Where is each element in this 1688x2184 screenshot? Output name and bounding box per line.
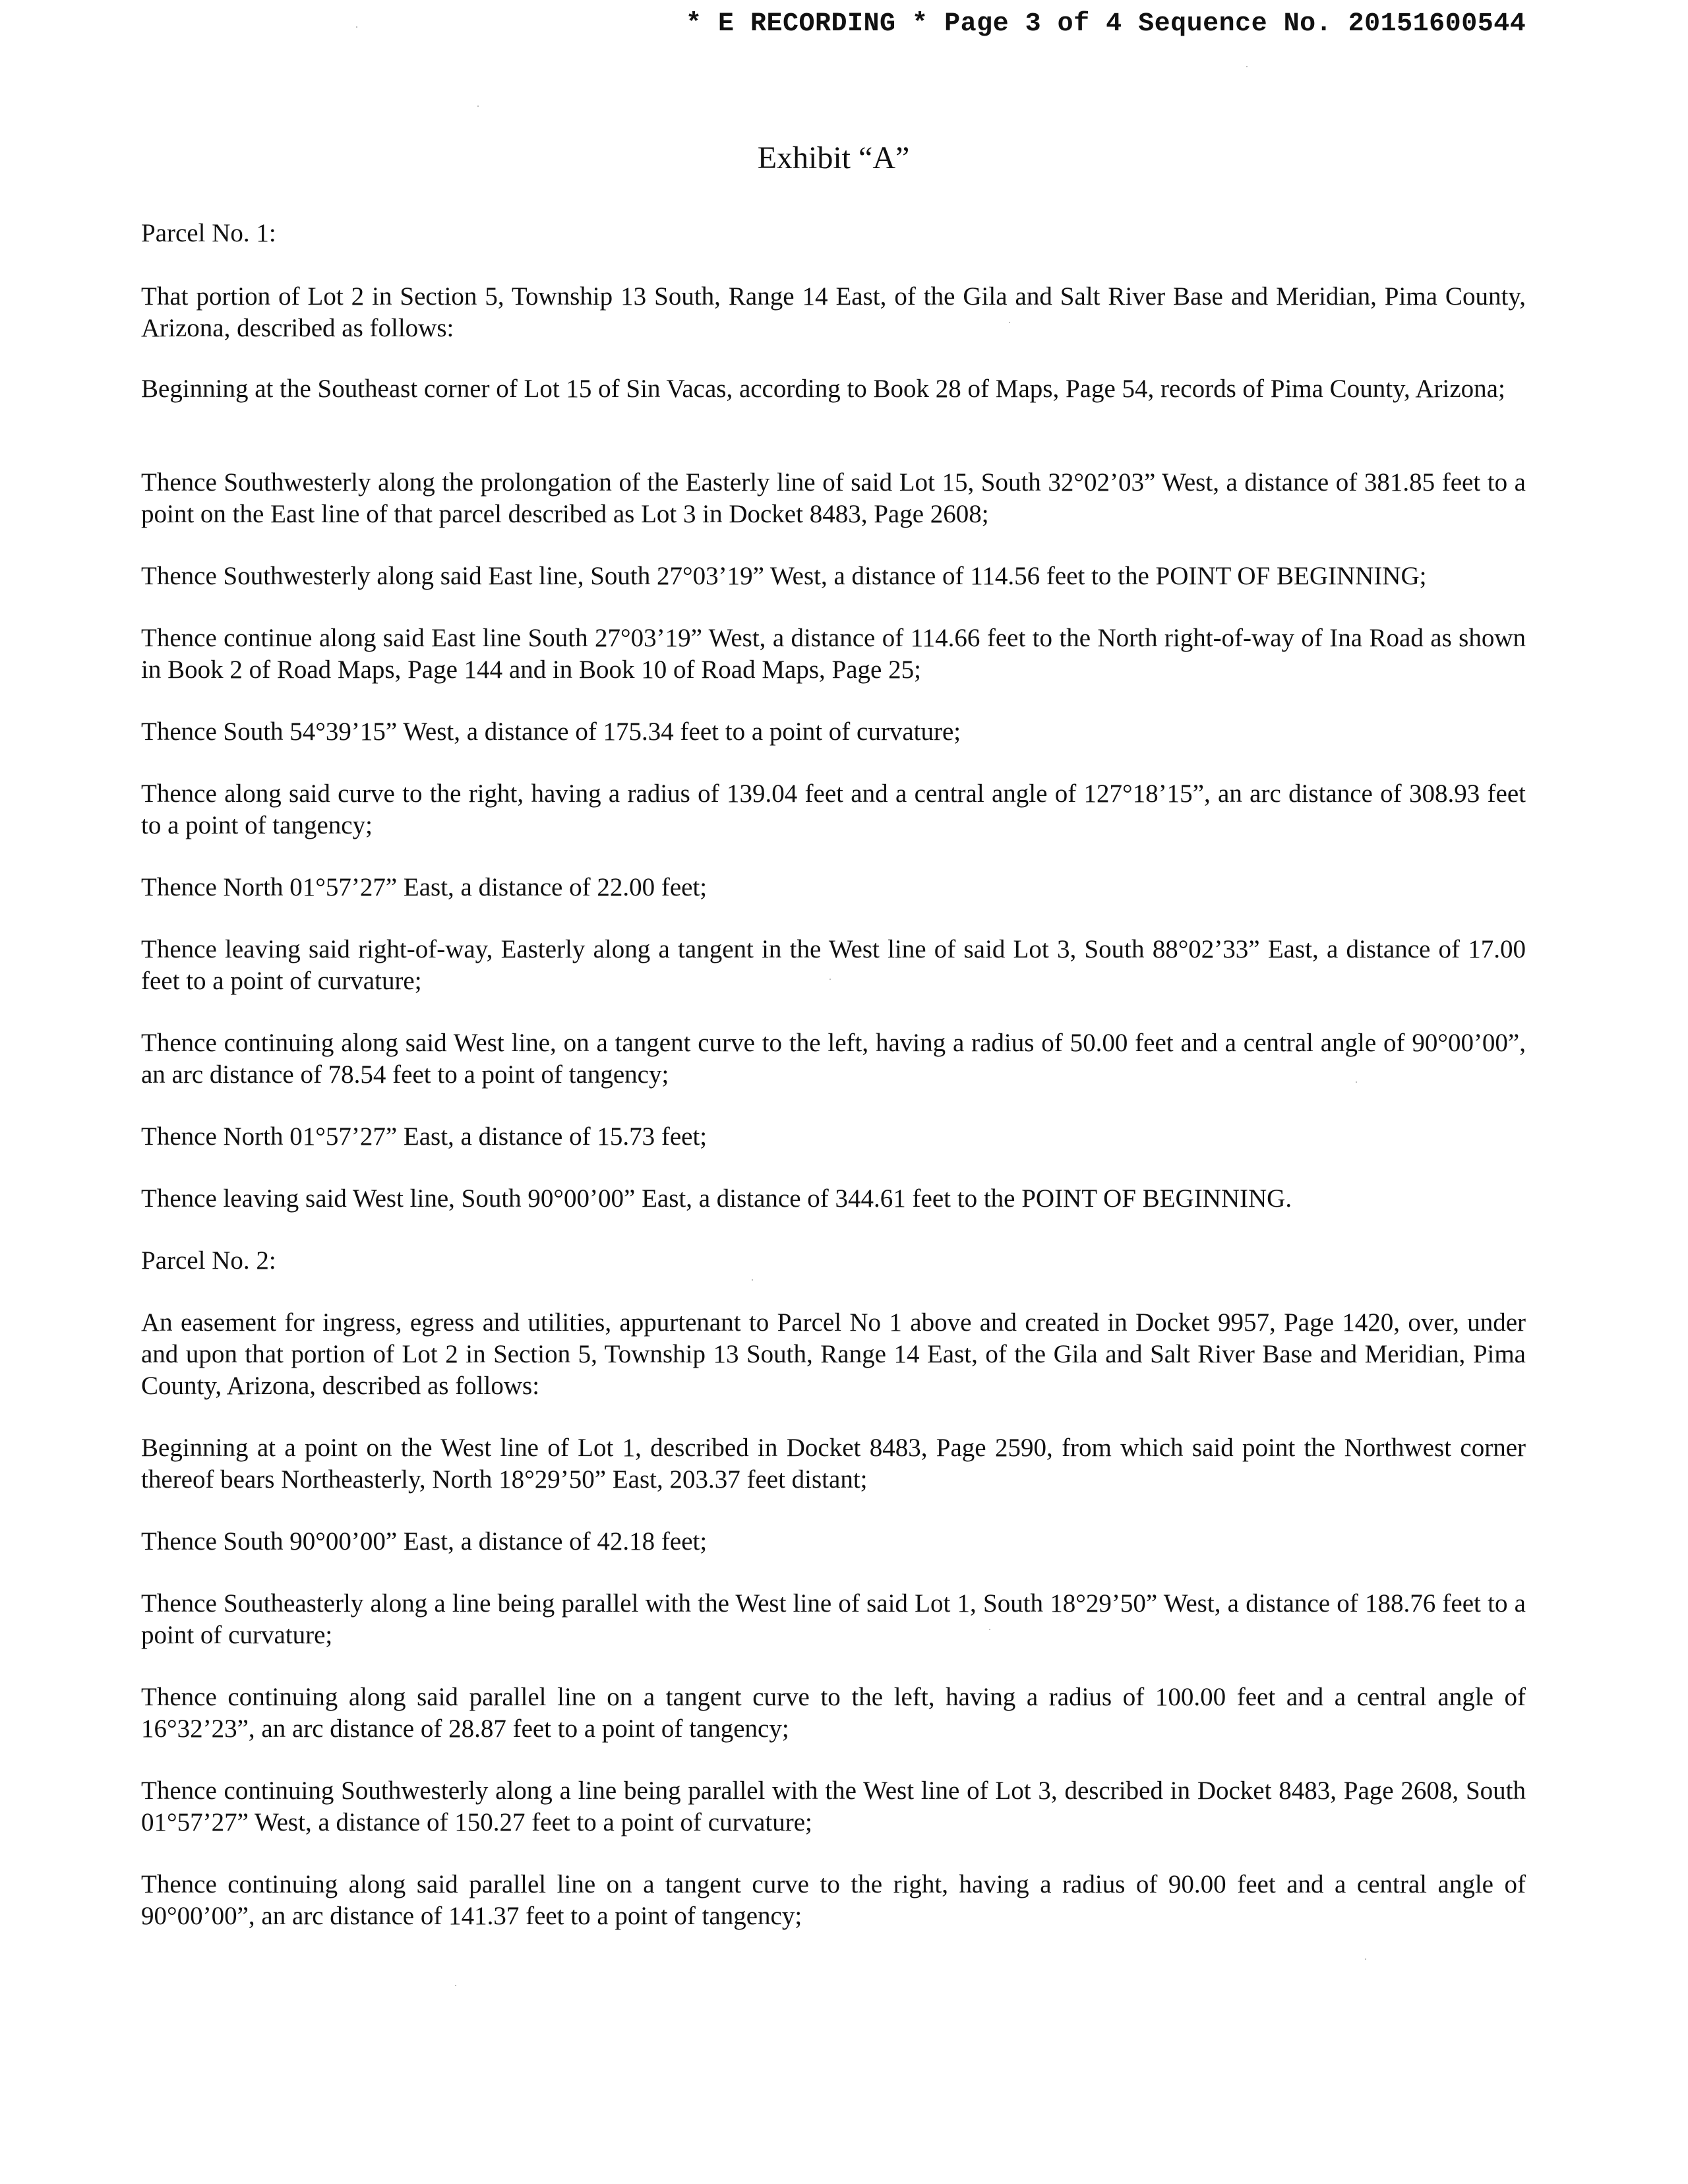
parcel-1-description: That portion of Lot 2 in Section 5, Township 13 South, Range 14 East, of the Gila and Salt River Base and Meridian, Pima County, Arizona, described as follows: xyxy=(141,282,1526,342)
parcel-1-course: Thence North 01°57’27” East, a distance of 15.73 feet; xyxy=(141,1122,708,1151)
parcel-1-course: Thence leaving said right-of-way, Easterly along a tangent in the West line of said Lot 3, South 88°02’33” East, a distance of 17.00 feet to a point of curvature; xyxy=(141,935,1526,995)
scan-speck xyxy=(989,1629,990,1630)
scan-speck xyxy=(1009,322,1010,323)
parcel-2-course: Thence continuing along said parallel line on a tangent curve to the left, having a radius of 100.00 feet and a central angle of 16°32’23”, an arc distance of 28.87 feet to a point of tangency; xyxy=(141,1683,1526,1743)
scan-speck xyxy=(752,1279,753,1281)
parcel-1-course: Thence North 01°57’27” East, a distance of 22.00 feet; xyxy=(141,873,708,901)
parcel-2-heading: Parcel No. 2: xyxy=(141,1246,276,1275)
parcel-1-course: Thence Southwesterly along the prolongation of the Easterly line of said Lot 15, South 32°02’03” West, a distance of 381.85 feet to a point on the East line of that parcel described as Lot 3 in Docket 8483, Page 2608; xyxy=(141,468,1526,528)
parcel-1-course: Thence continue along said East line South 27°03’19” West, a distance of 114.66 feet to the North right-of-way of Ina Road as shown in Book 2 of Road Maps, Page 144 and in Book 10 of Road Maps, Page 25; xyxy=(141,624,1526,684)
parcel-2-description: An easement for ingress, egress and utilities, appurtenant to Parcel No 1 above and created in Docket 9957, Page 1420, over, under and upon that portion of Lot 2 in Section 5, Township 13 South, Range 14 East, of the Gila and Salt River Base and Meridian, Pima County, Arizona, described as follows: xyxy=(141,1308,1526,1400)
parcel-2-course: Thence South 90°00’00” East, a distance of 42.18 feet; xyxy=(141,1527,708,1556)
scan-speck xyxy=(829,979,831,980)
parcel-1-heading: Parcel No. 1: xyxy=(141,219,276,247)
parcel-2-course: Thence continuing Southwesterly along a line being parallel with the West line of Lot 3, described in Docket 8483, Page 2608, South 01°57’27” West, a distance of 150.27 feet to a point of curvature; xyxy=(141,1776,1526,1836)
parcel-1-course: Thence continuing along said West line, on a tangent curve to the left, having a radius of 50.00 feet and a central angle of 90°00’00”, an arc distance of 78.54 feet to a point of tangency; xyxy=(141,1029,1526,1089)
parcel-1-course: Thence Southwesterly along said East line, South 27°03’19” West, a distance of 114.56 feet to the POINT OF BEGINNING; xyxy=(141,562,1427,590)
parcel-1-course: Thence leaving said West line, South 90°00’00” East, a distance of 344.61 feet to the POINT OF BEGINNING. xyxy=(141,1184,1292,1213)
scan-speck xyxy=(455,1985,456,1986)
scan-speck xyxy=(1365,1958,1366,1960)
parcel-1-course: Thence South 54°39’15” West, a distance of 175.34 feet to a point of curvature; xyxy=(141,717,961,746)
scan-speck xyxy=(477,106,479,107)
scan-speck xyxy=(356,26,357,28)
parcel-2-course: Thence continuing along said parallel line on a tangent curve to the right, having a radius of 90.00 feet and a central angle of 90°00’00”, an arc distance of 141.37 feet to a point of tangency; xyxy=(141,1870,1526,1930)
parcel-2-beginning: Beginning at a point on the West line of Lot 1, described in Docket 8483, Page 2590, from which said point the Northwest corner thereof bears Northeasterly, North 18°29’50” East, 203.37 feet distant; xyxy=(141,1434,1526,1494)
parcel-1-beginning: Beginning at the Southeast corner of Lot 15 of Sin Vacas, according to Book 28 of Maps, Page 54, records of Pima County, Arizona; xyxy=(141,375,1505,403)
recording-header: * E RECORDING * Page 3 of 4 Sequence No. 20151600544 xyxy=(686,9,1526,39)
exhibit-title: Exhibit “A” xyxy=(757,140,910,175)
scan-speck xyxy=(1356,1081,1357,1083)
parcel-2-course: Thence Southeasterly along a line being parallel with the West line of said Lot 1, South 18°29’50” West, a distance of 188.76 feet to a point of curvature; xyxy=(141,1589,1526,1649)
scan-speck xyxy=(1246,66,1248,67)
parcel-1-course: Thence along said curve to the right, having a radius of 139.04 feet and a central angle of 127°18’15”, an arc distance of 308.93 feet to a point of tangency; xyxy=(141,779,1526,839)
